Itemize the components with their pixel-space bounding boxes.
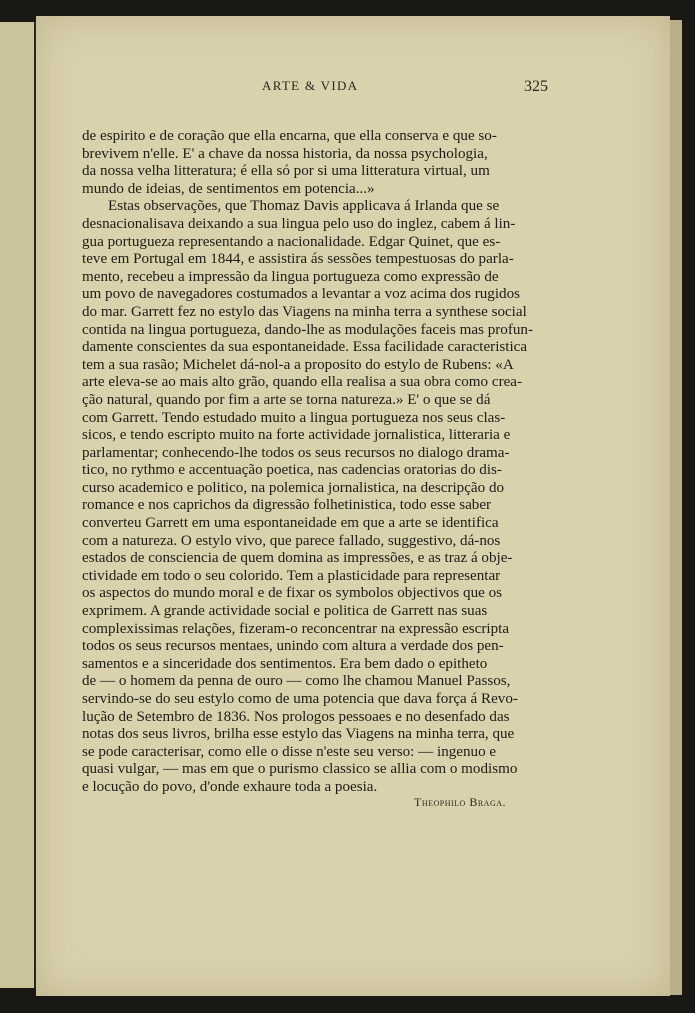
text-line: Estas observações, que Thomaz Davis applicava á Irlanda que se xyxy=(108,198,500,215)
text-line: parlamentar; conhecendo-lhe todos os seus recursos no dialogo drama- xyxy=(82,444,510,461)
page-stack-edge xyxy=(670,20,682,995)
author-signature: Theophilo Braga. xyxy=(414,795,506,809)
text-line: ctividade em todo o seu colorido. Tem a plasticidade para representar xyxy=(82,567,501,584)
text-line: com a natureza. O estylo vivo, que parece fallado, suggestivo, dá-nos xyxy=(82,532,501,549)
text-line: ção natural, quando por fim a arte se torna natureza.» E' o que se dá xyxy=(82,391,491,408)
running-title: ARTE & VIDA xyxy=(262,78,359,93)
text-line: de espirito e de coração que ella encarna, que ella conserva e que so- xyxy=(82,128,497,144)
text-line: os aspectos do mundo moral e de fixar os symbolos objectivos que os xyxy=(82,585,503,602)
text-line: estados de consciencia de quem domina as impressões, e as traz á obje- xyxy=(82,550,513,567)
text-line: mento, recebeu a impressão da lingua portugueza como expressão de xyxy=(82,268,499,285)
text-line: romance e nos caprichos da digressão folhetinistica, todo esse saber xyxy=(82,497,492,514)
text-line: todos os seus recursos mentaes, unindo com altura a verdade dos pen- xyxy=(82,638,504,655)
text-line: arte eleva-se ao mais alto grão, quando ella realisa a sua obra como crea- xyxy=(82,374,523,391)
facing-page-edge xyxy=(0,22,37,988)
page-number: 325 xyxy=(524,78,548,95)
text-line: complexissimas relações, fizeram-o reconcentrar na expressão escripta xyxy=(82,620,510,637)
text-line: quasi vulgar, — mas em que o purismo classico se allia com o modismo xyxy=(82,761,518,778)
text-line: brevivem n'elle. E' a chave da nossa historia, da nossa psychologia, xyxy=(82,145,488,162)
text-line: lução de Setembro de 1836. Nos prologos pessoaes e no desenfado das xyxy=(82,708,510,725)
text-line: tico, no rythmo e accentuação poetica, nas cadencias oratorias do dis- xyxy=(82,462,502,479)
text-line: teve em Portugal em 1844, e assistira ás sessões tempestuosas do parla- xyxy=(82,251,514,268)
text-line: sicos, e tendo escripto muito na forte actividade jornalistica, litteraria e xyxy=(82,427,511,444)
text-line: mundo de ideias, de sentimentos em potencia...» xyxy=(82,180,375,197)
text-line: desnacionalisava deixando a sua lingua pelo uso do inglez, cabem á lin- xyxy=(82,215,516,232)
text-line: gua portugueza representando a nacionalidade. Edgar Quinet, que es- xyxy=(82,233,501,250)
text-line: curso academico e politico, na polemica jornalistica, na descripção do xyxy=(82,479,505,496)
text-line: e locução do povo, d'onde exhaure toda a poesia. xyxy=(82,778,378,795)
text-line: com Garrett. Tendo estudado muito a lingua portugueza nos seus clas- xyxy=(82,409,506,426)
text-line: do mar. Garrett fez no estylo das Viagens na minha terra a synthese social xyxy=(82,303,527,320)
text-line: notas dos seus livros, brilha esse estylo das Viagens na minha terra, que xyxy=(82,726,515,743)
text-line: tem a sua rasão; Michelet dá-nol-a a proposito do estylo de Rubens: «A xyxy=(82,356,514,373)
text-line: exprimem. A grande actividade social e politica de Garrett nas suas xyxy=(82,603,488,620)
text-line: damente conscientes da sua espontaneidade. Essa facilidade caracteristica xyxy=(82,339,528,356)
text-line: um povo de navegadores costumados a levantar a voz acima dos rugidos xyxy=(82,286,521,303)
text-line: se pode caracterisar, como elle o disse n'este seu verso: — ingenuo e xyxy=(82,743,497,760)
text-line: de — o homem da penna de ouro — como lhe chamou Manuel Passos, xyxy=(82,673,511,690)
text-line: converteu Garrett em uma espontaneidade em que a arte se identifica xyxy=(82,515,499,532)
body-text xyxy=(82,128,552,797)
text-line: samentos e a sinceridade dos sentimentos. Era bem dado o epitheto xyxy=(82,655,488,672)
text-line: contida na lingua portugueza, dando-lhe as modulações faceis mas profun- xyxy=(82,321,533,338)
text-line: servindo-se do seu estylo como de uma potencia que dava força á Revo- xyxy=(82,691,518,707)
text-line: da nossa velha litteratura; é ella só por si uma litteratura virtual, um xyxy=(82,163,490,180)
